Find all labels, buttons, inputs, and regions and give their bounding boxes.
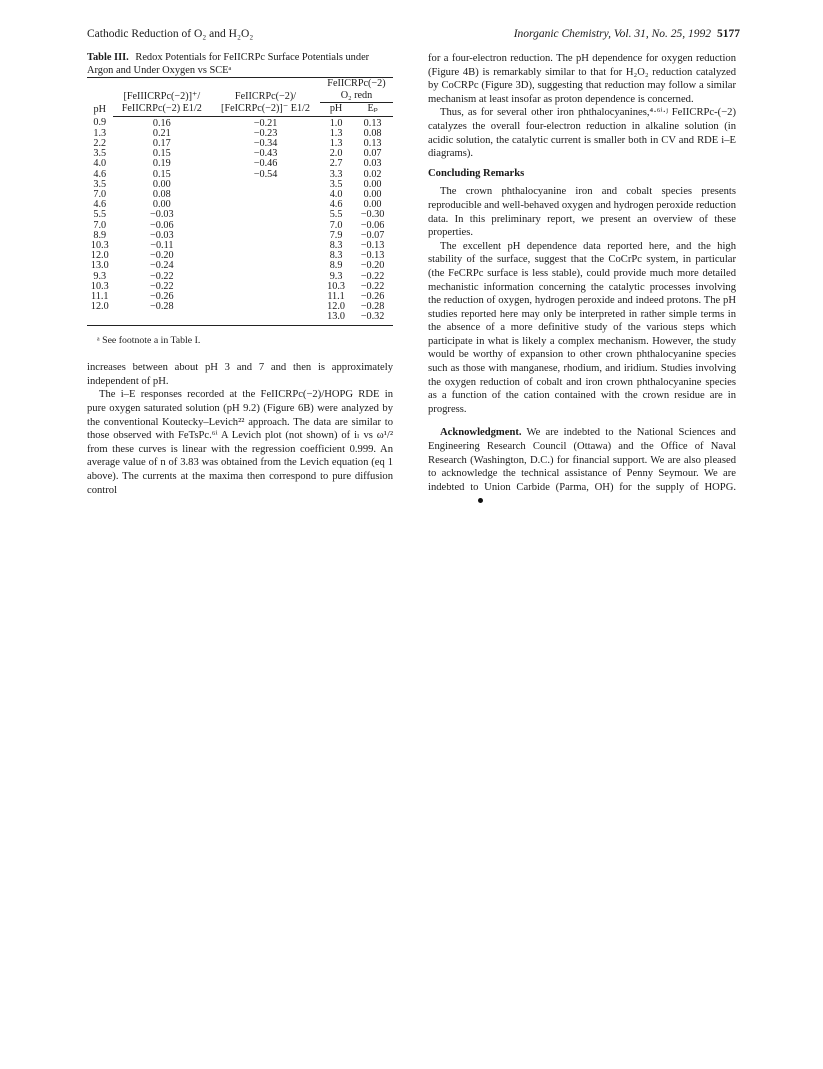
redox-potential-table [87,77,393,326]
cell-o2-ph: 4.6 [329,199,343,211]
cell-ph: 11.1 [91,291,109,303]
table-row [87,261,393,271]
cell-ph: 7.0 [93,189,107,201]
cell-ph: 9.3 [93,270,107,282]
table-row [87,312,393,325]
cell-ph: 4.0 [93,158,107,170]
cell-o2-ph: 8.3 [329,240,343,252]
cell-o2-ph: 5.5 [329,209,343,221]
table-row [87,139,393,149]
table-row [87,180,393,190]
cell-o2-ep: 0.00 [363,199,382,211]
cell-ph: 1.3 [93,127,107,139]
cell-ph [87,312,113,325]
cell-o2-ep: −0.07 [360,229,385,241]
table-row [87,210,393,220]
cell-fe2-fe1-e12 [211,261,320,271]
cell-fe3-fe2-e12: 0.15 [152,168,171,180]
cell-o2-ep: −0.28 [360,301,385,313]
cell-o2-ep: −0.06 [360,219,385,231]
header-group-line1: FeIICRPc(−2) [320,78,393,91]
cell-fe2-fe1-e12 [211,180,320,190]
cell-fe2-fe1-e12: −0.23 [253,127,278,139]
cell-o2-ph: 1.3 [329,138,343,150]
acknowledgment-label: Acknowledgment. [440,427,522,439]
cell-o2-ph: 3.5 [329,178,343,190]
cell-fe2-fe1-e12 [211,190,320,200]
table-footnote: ᵃ See footnote a in Table I. [97,334,201,346]
cell-o2-ph: 3.3 [329,168,343,180]
cell-o2-ep: −0.22 [360,280,385,292]
table-caption [87,52,393,77]
table-row [87,272,393,282]
paragraph: The i–E responses recorded at the FeIICRPc(−2)/HOPG RDE in pure oxygen saturated solution (pH 9.2) (Figure 6B) were analyzed by the conventional Koutecky–Levich²² approach. The data are similar to those observed with FeTsPc.⁶ⁱ A Levich plot (not shown) of iₗ vs ω¹/² from these curves is linear with the regression coefficient 0.999. An average value of n of 3.83 was obtained from the Levich equation (eq 1 above). The currents at the maxima then correspond to pure diffusion control [87,389,393,496]
cell-fe2-fe1-e12 [211,251,320,261]
cell-o2-ph: 7.9 [329,229,343,241]
cell-fe2-fe1-e12 [211,231,320,241]
cell-o2-ep: −0.22 [360,270,385,282]
cell-fe3-fe2-e12: −0.26 [150,291,174,303]
paragraph: increases between about pH 3 and 7 and then is approximately independent of pH. [87,362,393,387]
cell-fe3-fe2-e12: 0.17 [152,138,171,150]
cell-o2-ph: 2.0 [329,148,343,160]
table-caption-text: Redox Potentials for FeIICRPc Surface Potentials under Argon and Under Oxygen vs SCEᵃ [87,52,370,76]
cell-fe2-fe1-e12: −0.43 [253,148,278,160]
running-header-title: Cathodic Reduction of O₂ and H₂O₂ [87,28,254,40]
cell-o2-ph: 9.3 [329,270,343,282]
cell-fe2-fe1-e12: −0.34 [253,138,278,150]
cell-fe2-fe1-e12 [211,241,320,251]
header-col2-line2: FeIICRPc(−2) E1/2 [113,103,212,116]
table-body [87,116,393,325]
cell-fe2-fe1-e12 [211,292,320,302]
cell-o2-ph: 8.9 [329,260,343,272]
table-row [87,292,393,302]
cell-fe3-fe2-e12: −0.24 [150,260,174,272]
table-row [87,231,393,241]
cell-fe3-fe2-e12: 0.21 [152,127,171,139]
header-ep: Eₚ [352,103,393,116]
cell-o2-ep: 0.07 [363,148,382,160]
right-column [428,52,736,508]
header-group-line2: O₂ redn [320,90,393,103]
table-row [87,282,393,292]
table-row [87,251,393,261]
table-label: Table III. [87,52,129,63]
paragraph: Thus, as for several other iron phthalocyanines,⁴·⁶ⁱ·ʲ FeIICRPc-(−2) catalyzes the overall four-electron reduction in alkaline solution (in acidic solution, the catalytic current is smaller both in CV and RDE i–E diagrams). [428,107,736,160]
cell-ph: 12.0 [90,250,109,262]
table-row [87,149,393,159]
table-row [87,221,393,231]
acknowledgment [428,426,736,508]
cell-ph: 2.2 [93,138,107,150]
cell-fe2-fe1-e12: −0.46 [253,158,278,170]
cell-fe3-fe2-e12: 0.19 [152,158,171,170]
cell-o2-ep: −0.32 [352,312,393,325]
paragraph: The excellent pH dependence data reported here, and the high stability of the surface, suggest that the CoCrPc system, in particular (the FeCRPc surface is less stable), could provide much more detailed mechanistic information concerning the catalytic processes involving the reduction of oxygen, hydrogen peroxide and indeed protons. The pH studies reported here may only be interpreted in rather simple terms in the absence of a more definitive study of the various steps which participate in what is likely a complex mechanism. However, the study would be worthy of expansion to other crown phthalocyanine species such as those with manganese, rhodium, and iridium. Studies involving the oxygen reduction of cobalt and iron crown phthalocyanine species as a function of the cation contained with the crown residue are in progress. [428,240,736,415]
cell-ph: 8.9 [93,229,107,241]
cell-fe3-fe2-e12: −0.22 [150,270,174,282]
cell-o2-ph: 8.3 [329,250,343,262]
header-ph2: pH [320,103,352,116]
cell-fe3-fe2-e12: 0.00 [152,199,171,211]
cell-o2-ph: 1.3 [329,127,343,139]
header-ph: pH [87,78,113,117]
cell-o2-ep: 0.00 [363,178,382,190]
cell-o2-ep: −0.13 [360,250,385,262]
cell-fe2-fe1-e12 [211,210,320,220]
cell-o2-ph: 7.0 [329,219,343,231]
table-row [87,129,393,139]
table-row [87,170,393,180]
cell-o2-ph: 11.1 [327,291,345,303]
cell-fe3-fe2-e12: 0.00 [152,178,171,190]
running-header-journal [514,28,740,40]
cell-fe3-fe2-e12 [113,312,212,325]
cell-fe2-fe1-e12 [211,302,320,312]
table-row [87,200,393,210]
table-row [87,116,393,129]
journal-citation: Inorganic Chemistry, Vol. 31, No. 25, 1992 [513,28,711,40]
cell-o2-ep: 0.13 [363,138,382,150]
cell-fe2-fe1-e12 [211,221,320,231]
cell-ph: 0.9 [93,117,107,129]
cell-ph: 7.0 [93,219,107,231]
cell-o2-ph: 2.7 [329,158,343,170]
cell-o2-ph: 4.0 [329,189,343,201]
cell-fe2-fe1-e12 [211,282,320,292]
cell-fe3-fe2-e12: −0.03 [150,229,174,241]
cell-fe2-fe1-e12 [211,312,320,325]
cell-o2-ep: 0.13 [363,117,382,129]
cell-ph: 3.5 [93,178,107,190]
cell-o2-ep: −0.30 [360,209,385,221]
cell-o2-ep: −0.13 [360,240,385,252]
cell-fe2-fe1-e12: −0.54 [253,168,278,180]
paragraph: for a four-electron reduction. The pH dependence for oxygen reduction (Figure 4B) is remarkably similar to that for H₂O₂ reduction catalyzed by CoCRPc (Figure 3D), suggesting that reduction may follow a similar mechanism at least insofar as proton dependence is concerned. [428,53,736,105]
cell-ph: 12.0 [90,301,109,313]
header-col3-line2: [FeICRPc(−2)]⁻ E1/2 [211,103,320,116]
cell-o2-ph: 13.0 [320,312,352,325]
left-column [87,52,393,497]
cell-o2-ep: −0.20 [360,260,385,272]
header-col3-line1: FeIICRPc(−2)/ [211,78,320,103]
cell-fe2-fe1-e12: −0.21 [253,117,278,129]
cell-fe3-fe2-e12: 0.16 [152,117,171,129]
cell-fe3-fe2-e12: −0.20 [150,250,174,262]
table-row [87,159,393,169]
section-heading: Concluding Remarks [428,167,525,179]
end-mark-icon [478,498,483,503]
cell-fe2-fe1-e12 [211,200,320,210]
cell-o2-ep: 0.03 [363,158,382,170]
cell-o2-ep: 0.02 [363,168,382,180]
cell-o2-ep: −0.26 [360,291,385,303]
cell-fe3-fe2-e12: −0.11 [150,240,174,252]
cell-ph: 4.6 [93,199,107,211]
cell-fe3-fe2-e12: −0.06 [150,219,174,231]
cell-ph: 10.3 [90,280,109,292]
table-row [87,302,393,312]
cell-fe3-fe2-e12: −0.28 [150,301,174,313]
cell-o2-ph: 12.0 [327,301,345,313]
cell-ph: 13.0 [90,260,109,272]
cell-o2-ph: 1.0 [329,117,343,129]
cell-o2-ph: 10.3 [327,280,345,292]
cell-ph: 5.5 [93,209,107,221]
cell-ph: 4.6 [93,168,107,180]
cell-fe3-fe2-e12: −0.22 [150,280,174,292]
cell-ph: 3.5 [93,148,107,160]
cell-fe3-fe2-e12: −0.03 [150,209,174,221]
paragraph: The crown phthalocyanine iron and cobalt species presents reproducible and well-behaved oxygen and hydrogen peroxide reduction data. In this preliminary report, we present an overview of these properties. [428,186,736,239]
cell-o2-ep: 0.00 [363,189,382,201]
cell-fe2-fe1-e12 [211,272,320,282]
cell-fe3-fe2-e12: 0.08 [152,189,171,201]
header-col2-line1: [FeIIICRPc(−2)]⁺/ [113,78,212,103]
cell-ph: 10.3 [90,240,109,252]
table-row [87,241,393,251]
page-number: 5177 [717,28,740,40]
acknowledgment-text: We are indebted to the National Sciences and Engineering Research Council (Ottawa) and the Office of Naval Research (Washington, D.C.) for financial support. We are also pleased to acknowledge the technical assistance of Penny Seymour. We are indebted to Union Carbide (Parma, OH) for the supply of HOPG. [428,427,736,493]
cell-fe3-fe2-e12: 0.15 [152,148,171,160]
table-row [87,190,393,200]
cell-o2-ep: 0.08 [363,127,382,139]
